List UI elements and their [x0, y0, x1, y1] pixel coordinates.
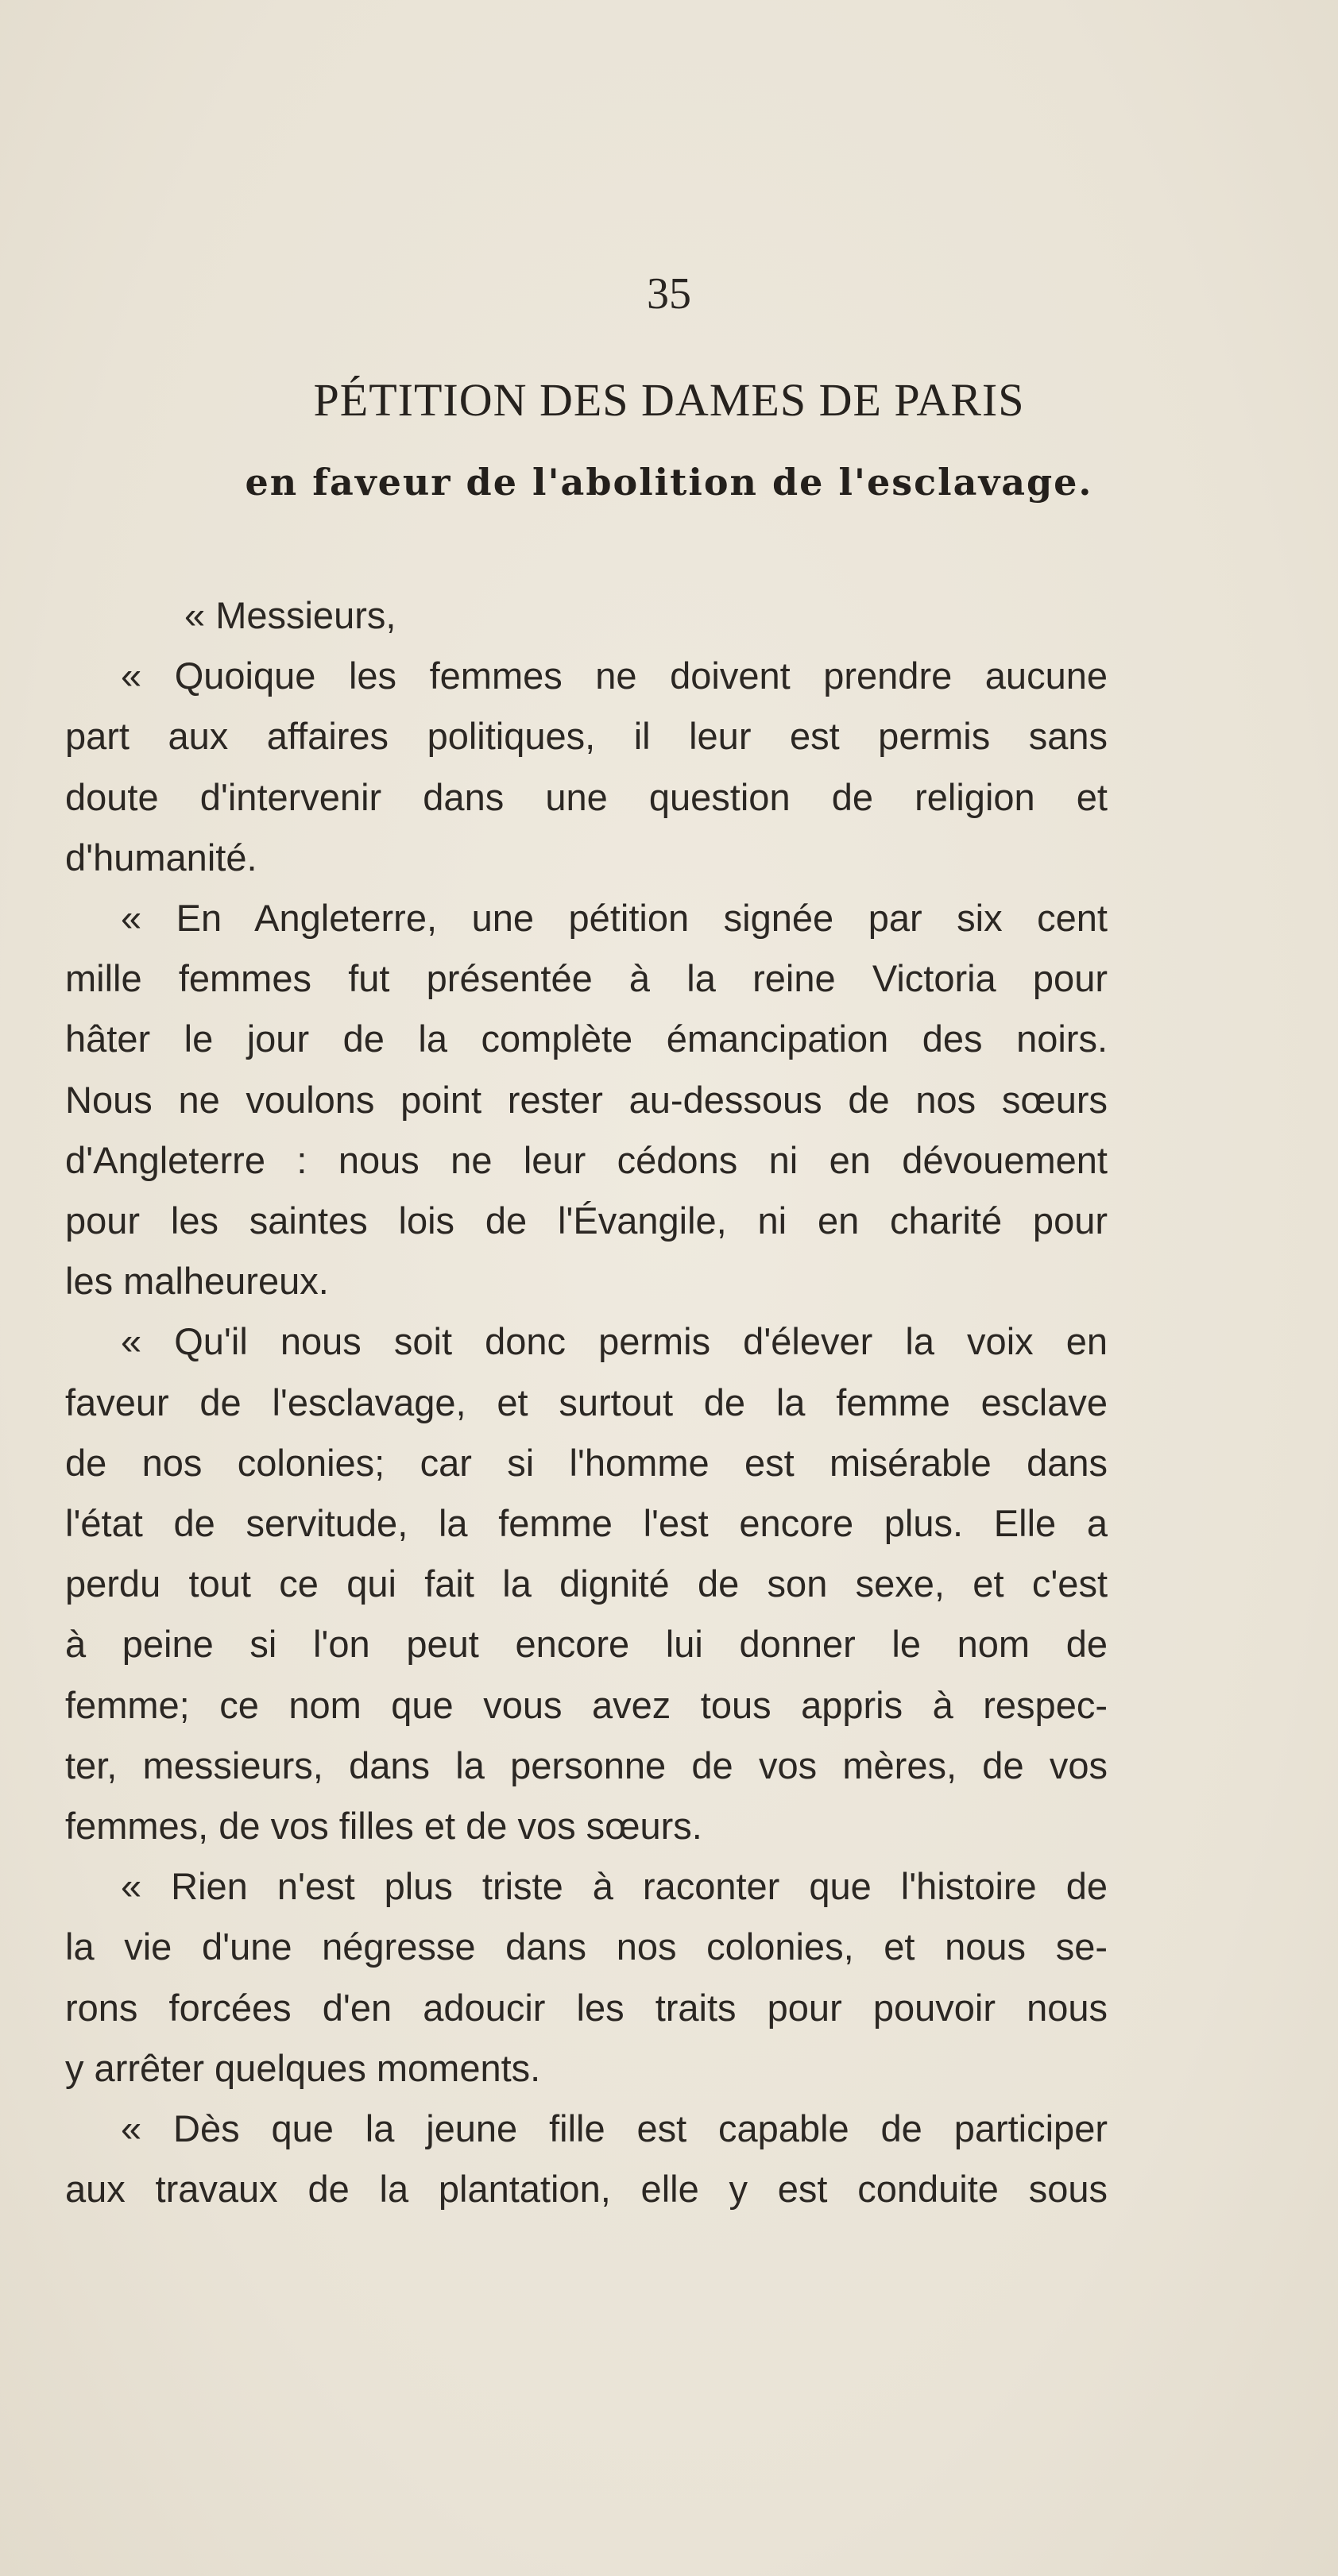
text-line: Nous ne voulons point rester au-dessous de nos sœurs [65, 1078, 1108, 1121]
text-line: d'humanité. [65, 836, 257, 879]
text-line: femmes, de vos filles et de vos sœurs. [65, 1805, 702, 1847]
text-line: « Quoique les femmes ne doivent prendre aucune [121, 655, 1108, 697]
page-number: 35 [647, 269, 691, 319]
text-line: aux travaux de la plantation, elle y est conduite sous [65, 2168, 1108, 2211]
text-line: les malheureux. [65, 1260, 329, 1303]
text-line: à peine si l'on peut encore lui donner le nom de [65, 1623, 1108, 1666]
text-line: y arrêter quelques moments. [65, 2046, 541, 2089]
text-line: d'Angleterre : nous ne leur cédons ni en dévouement [65, 1138, 1108, 1181]
text-line: de nos colonies; car si l'homme est misérable dans [65, 1441, 1108, 1484]
text-line: la vie d'une négresse dans nos colonies, et nous se- [65, 1925, 1108, 1968]
text-line: perdu tout ce qui fait la dignité de son sexe, et c'est [65, 1562, 1108, 1605]
text-line: « En Angleterre, une pétition signée par six cent [121, 897, 1108, 939]
text-line: « Rien n'est plus triste à raconter que l'histoire de [121, 1865, 1108, 1908]
text-line: « Qu'il nous soit donc permis d'élever la voix en [121, 1320, 1108, 1363]
page-subtitle: en faveur de l'abolition de l'esclavage. [245, 461, 1093, 504]
text-line: ter, messieurs, dans la personne de vos mères, de vos [65, 1744, 1108, 1786]
text-line: hâter le jour de la complète émancipation des noirs. [65, 1018, 1108, 1060]
text-line: femme; ce nom que vous avez tous appris à respec- [65, 1683, 1108, 1726]
text-line: mille femmes fut présentée à la reine Victoria pour [65, 957, 1108, 1000]
text-line: pour les saintes lois de l'Évangile, ni en charité pour [65, 1199, 1108, 1242]
text-line: part aux affaires politiques, il leur est permis sans [65, 715, 1108, 758]
page-title: PÉTITION DES DAMES DE PARIS [313, 374, 1025, 426]
text-line: faveur de l'esclavage, et surtout de la femme esclave [65, 1381, 1108, 1423]
text-line: l'état de servitude, la femme l'est encore plus. Elle a [65, 1502, 1108, 1544]
text-line: doute d'intervenir dans une question de religion et [65, 775, 1108, 818]
text-line: « Messieurs, [184, 594, 396, 636]
text-line: rons forcées d'en adoucir les traits pour pouvoir nous [65, 1986, 1108, 2029]
text-line: « Dès que la jeune fille est capable de participer [121, 2107, 1108, 2149]
